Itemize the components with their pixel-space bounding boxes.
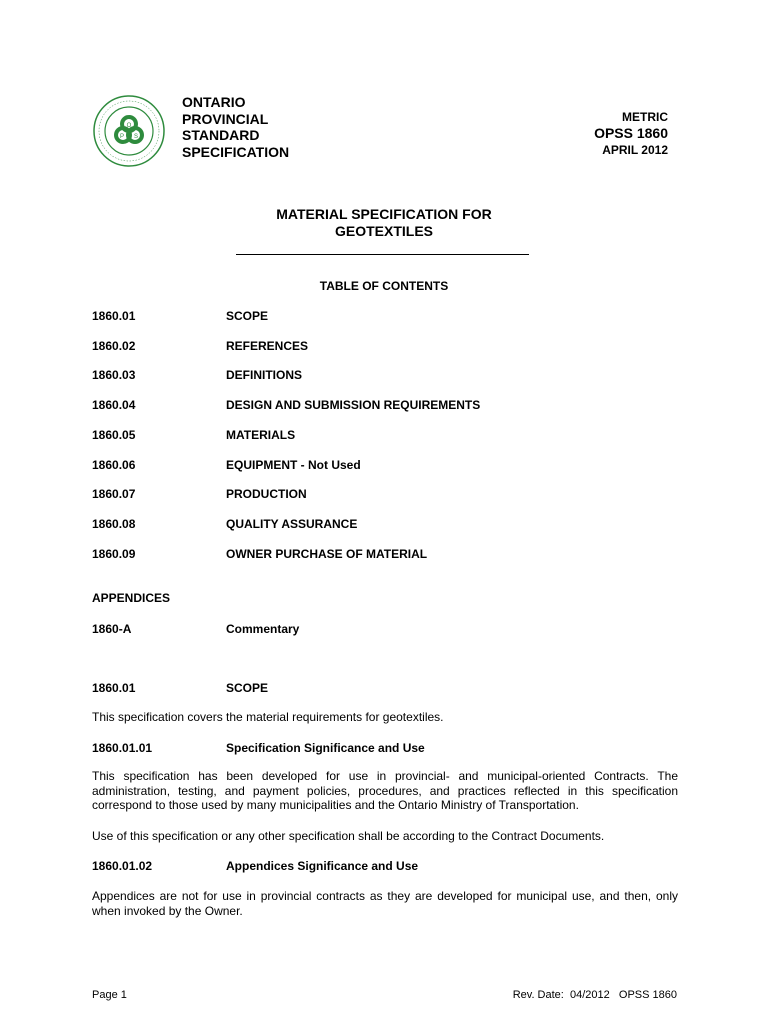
toc-item-number: 1860.03 — [92, 368, 136, 382]
spec-code: OPSS 1860 — [594, 125, 668, 141]
toc-item-label: QUALITY ASSURANCE — [226, 517, 358, 531]
significance-paragraph: This specification has been developed for use in provincial- and municipal-oriented Contracts. The administration, testing, and payment policies, procedures, and practices reflected in this specification correspond to those used by many municipalities and the Ontario Ministry of Transportation. — [92, 769, 678, 812]
subsection-heading — [92, 859, 418, 873]
section-heading — [92, 681, 268, 695]
appendix-label: Commentary — [226, 622, 300, 636]
section-number: 1860.01 — [92, 681, 136, 695]
toc-item[interactable] — [92, 428, 295, 442]
org-line-4: SPECIFICATION — [182, 143, 290, 160]
subsection-heading — [92, 741, 425, 755]
revision-info: Rev. Date: 04/2012 OPSS 1860 — [512, 989, 677, 1001]
subsection-label: Specification Significance and Use — [226, 741, 425, 755]
title-rule — [236, 254, 529, 255]
spec-date: APRIL 2012 — [602, 143, 668, 157]
contract-documents-paragraph: Use of this specification or any other specification shall be according to the Contract Documents. — [92, 829, 605, 843]
toc-item-number: 1860.06 — [92, 458, 136, 472]
svg-text:P: P — [119, 134, 125, 140]
toc-item[interactable] — [92, 487, 307, 501]
section-label: SCOPE — [226, 681, 269, 695]
org-line-2: PROVINCIAL — [182, 110, 269, 127]
toc-item[interactable] — [92, 339, 308, 353]
scope-paragraph: This specification covers the material requirements for geotextiles. — [92, 710, 444, 724]
document-title — [0, 206, 768, 240]
title-line-1: MATERIAL SPECIFICATION FOR — [276, 206, 492, 222]
svg-text:O: O — [126, 123, 132, 129]
toc-item[interactable] — [92, 547, 427, 561]
toc-item-label: DEFINITIONS — [226, 368, 303, 382]
toc-item-number: 1860.08 — [92, 517, 136, 531]
toc-item-label: PRODUCTION — [226, 487, 307, 501]
toc-item-label: REFERENCES — [226, 339, 309, 353]
toc-item[interactable] — [92, 517, 357, 531]
toc-item-number: 1860.04 — [92, 398, 136, 412]
page-number: Page 1 — [92, 989, 127, 1001]
subsection-number: 1860.01.01 — [92, 741, 153, 755]
toc-item-number: 1860.01 — [92, 309, 136, 323]
document-meta — [594, 110, 668, 158]
org-line-3: STANDARD — [182, 127, 260, 143]
metric-label: METRIC — [622, 110, 668, 124]
toc-heading: TABLE OF CONTENTS — [319, 279, 449, 293]
subsection-label: Appendices Significance and Use — [226, 859, 419, 873]
appendix-item[interactable] — [92, 622, 299, 636]
svg-text:S: S — [133, 134, 139, 140]
toc-item[interactable] — [92, 309, 268, 323]
toc-item-label: DESIGN AND SUBMISSION REQUIREMENTS — [226, 398, 481, 412]
title-line-2: GEOTEXTILES — [334, 223, 433, 239]
ops-logo — [92, 94, 166, 168]
appendix-number: 1860-A — [92, 622, 132, 636]
toc-item-number: 1860.07 — [92, 487, 136, 501]
toc-item-number: 1860.02 — [92, 339, 136, 353]
toc-item[interactable] — [92, 398, 480, 412]
toc-item[interactable] — [92, 458, 361, 472]
toc-item-number: 1860.05 — [92, 428, 136, 442]
appendices-paragraph: Appendices are not for use in provincial contracts as they are developed for municipal use, and then, only when invoked by the Owner. — [92, 889, 678, 918]
toc-item-number: 1860.09 — [92, 547, 136, 561]
toc-item-label: SCOPE — [226, 309, 269, 323]
org-line-1: ONTARIO — [182, 94, 246, 110]
toc-item-label: OWNER PURCHASE OF MATERIAL — [226, 547, 428, 561]
subsection-number: 1860.01.02 — [92, 859, 153, 873]
toc-item[interactable] — [92, 368, 302, 382]
toc-item-label: EQUIPMENT - Not Used — [226, 458, 361, 472]
toc-item-label: MATERIALS — [226, 428, 296, 442]
appendices-heading: APPENDICES — [92, 591, 171, 605]
organization-name — [182, 94, 289, 160]
